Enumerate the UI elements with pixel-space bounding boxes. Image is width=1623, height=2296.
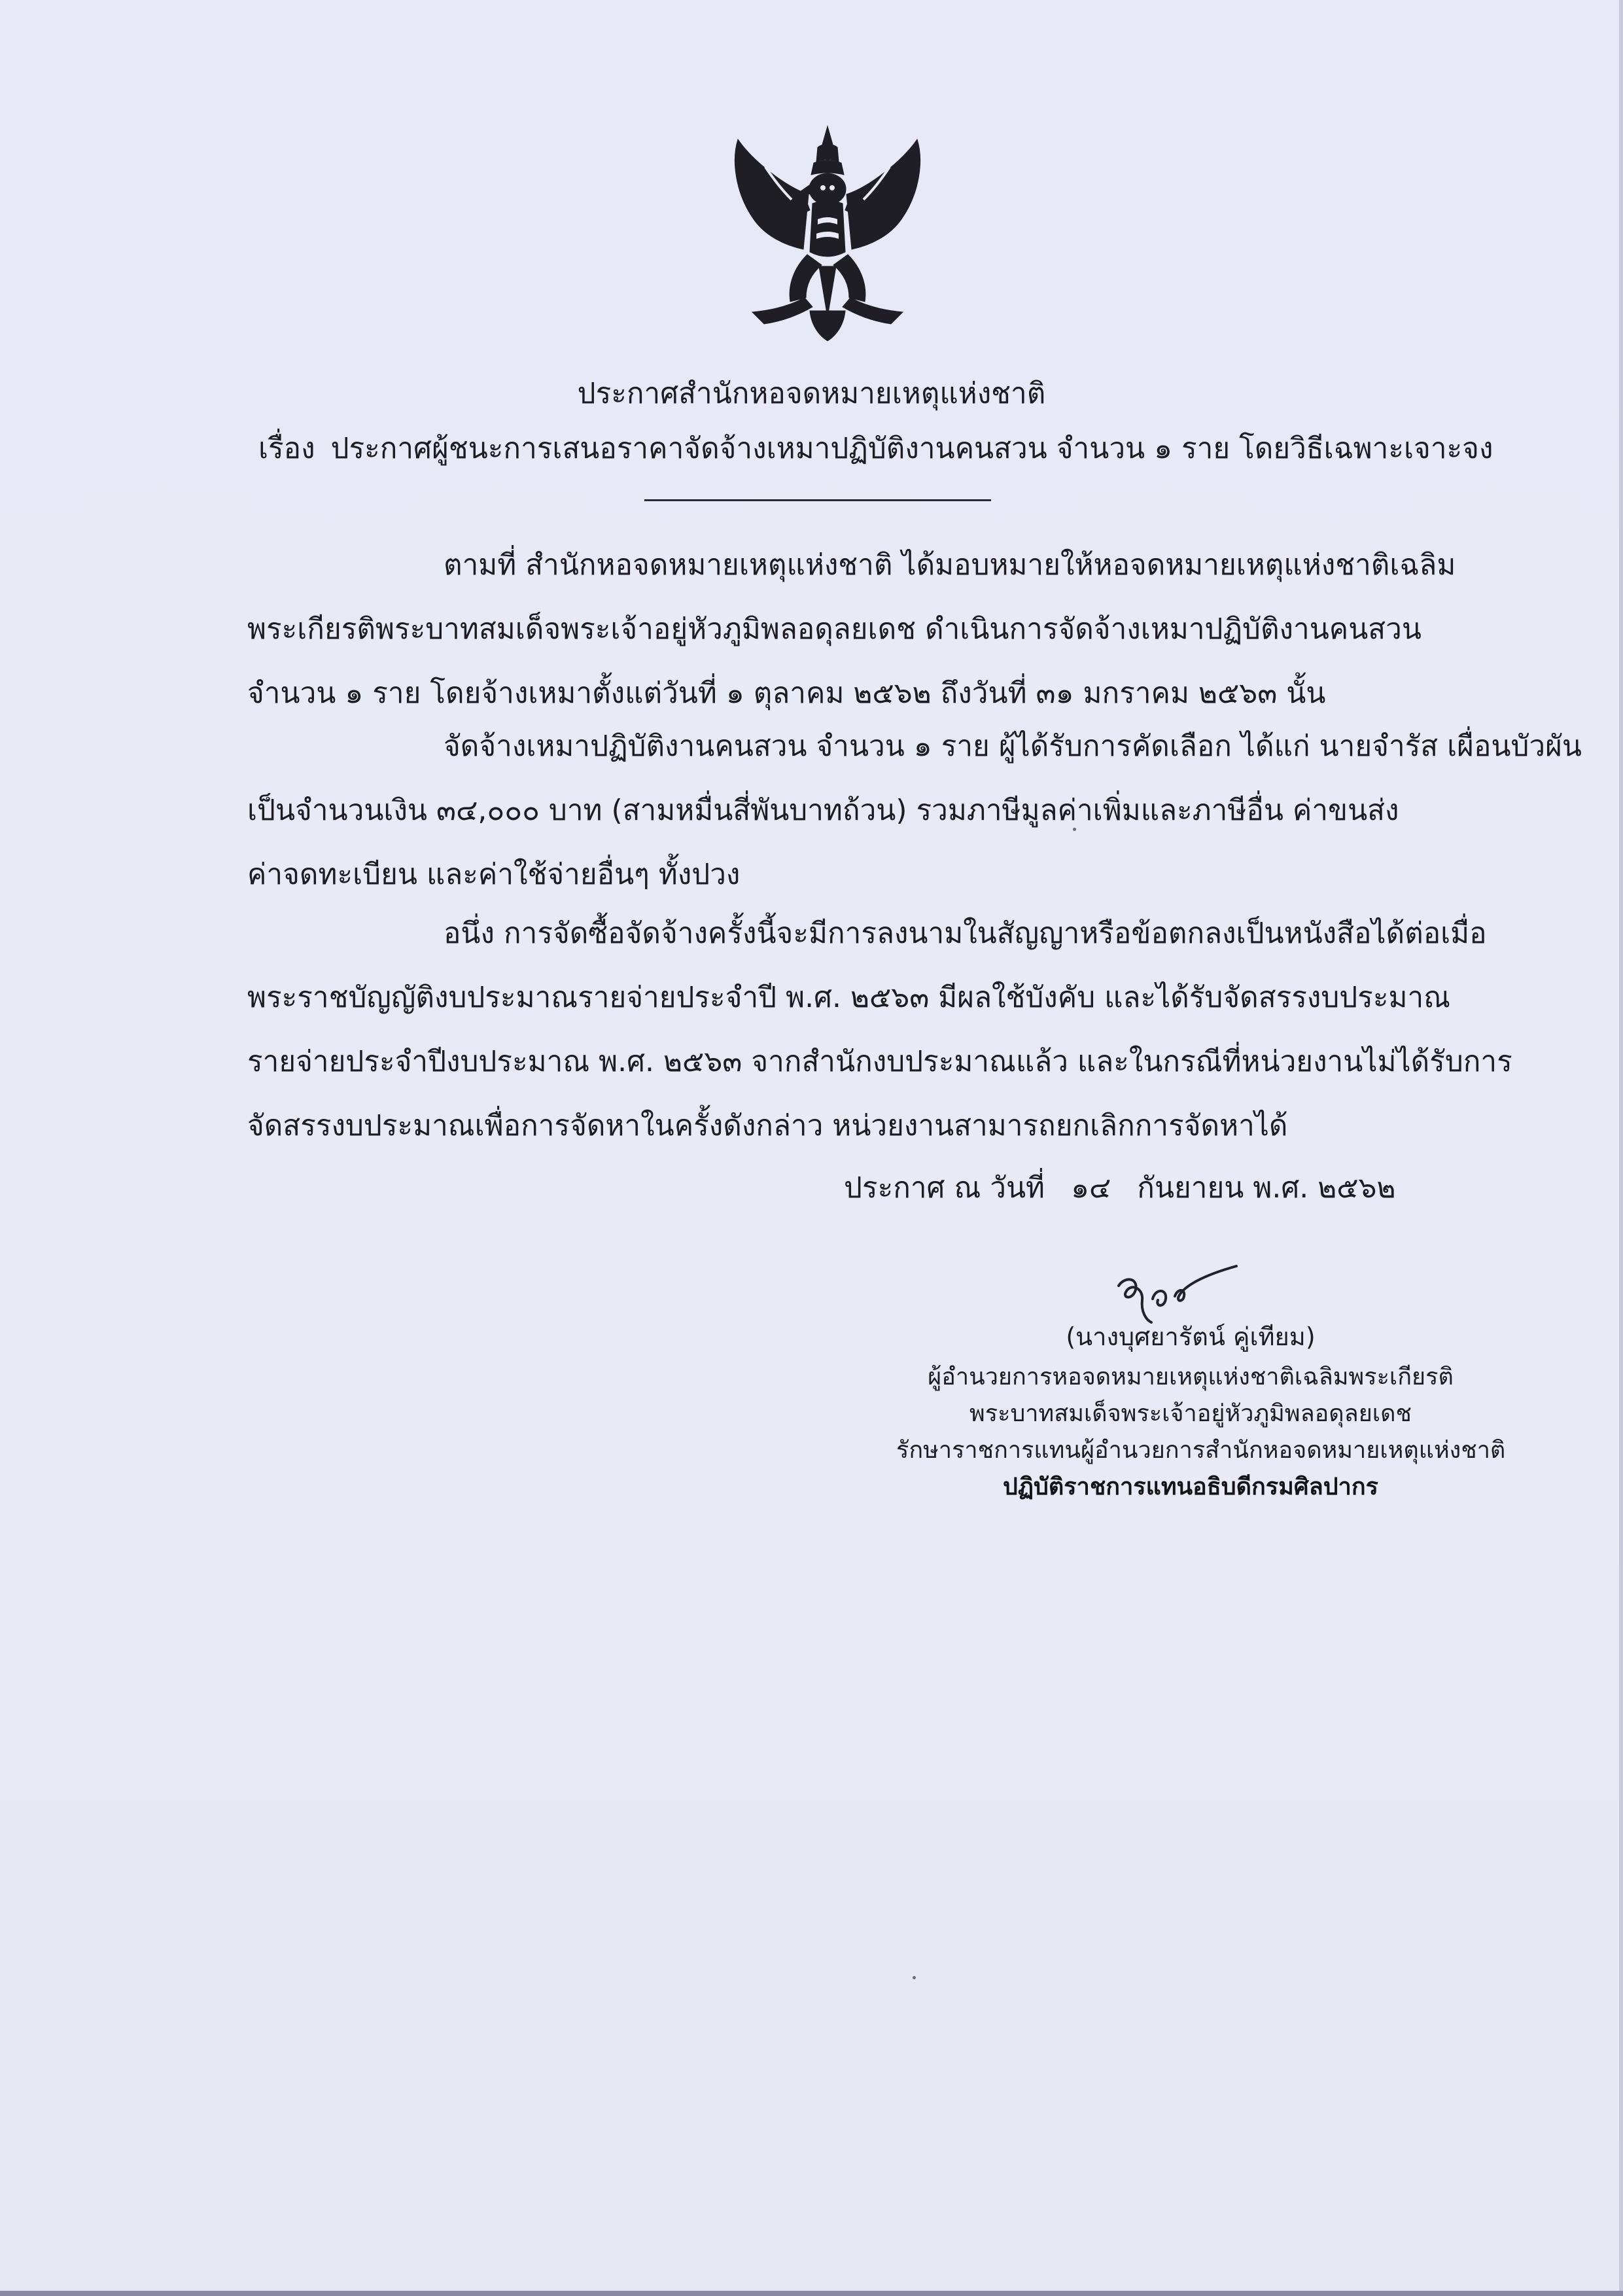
signatory-block [896, 1318, 1506, 1506]
paragraph-line: จำนวน ๑ ราย โดยจ้างเหมาตั้งแต่วันที่ ๑ ตุลาคม ๒๕๖๒ ถึงวันที่ ๓๑ มกราคม ๒๕๖๓ นั้น [247, 677, 1326, 710]
acting-authority-stamp: ปฏิบัติราชการแทนอธิบดีกรมศิลปากร [1003, 1474, 1378, 1500]
paragraph-line: รายจ่ายประจำปีงบประมาณ พ.ศ. ๒๕๖๓ จากสำนักงบประมาณแล้ว และในกรณีที่หน่วยงานไม่ได้รับการ [247, 1045, 1512, 1078]
signatory-name: (นางบุศยารัตน์ คู่เทียม) [1066, 1322, 1316, 1351]
header-divider [644, 499, 991, 501]
announcement-month-year: กันยายน พ.ศ. ๒๕๖๒ [1137, 1171, 1396, 1205]
scan-edge-right [1619, 0, 1623, 2296]
paragraph-line: จัดสรรงบประมาณเพื่อการจัดหาในครั้งดังกล่าว หน่วยงานสามารถยกเลิกการจัดหาได้ [247, 1109, 1288, 1142]
signatory-position: ผู้อำนวยการหอจดหมายเหตุแห่งชาติเฉลิมพระเกียรติ [928, 1364, 1454, 1390]
subject-text: ประกาศผู้ชนะการเสนอราคาจัดจ้างเหมาปฏิบัติงานคนสวน จำนวน ๑ ราย โดยวิธีเฉพาะเจาะจง [330, 432, 1493, 465]
scan-edge-bottom [0, 2291, 1623, 2296]
body-paragraph-3 [247, 902, 1512, 1158]
subject-label: เรื่อง [258, 432, 315, 465]
paragraph-line: ตามที่ สำนักหอจดหมายเหตุแห่งชาติ ได้มอบหมายให้หอจดหมายเหตุแห่งชาติเฉลิม [444, 548, 1456, 582]
body-paragraph-1 [247, 533, 1490, 726]
paragraph-line: พระราชบัญญัติงบประมาณรายจ่ายประจำปี พ.ศ. ๒๕๖๓ มีผลใช้บังคับ และได้รับจัดสรรงบประมาณ [247, 981, 1450, 1014]
paragraph-line: อนึ่ง การจัดซื้อจัดจ้างครั้งนี้จะมีการลงนามในสัญญาหรือข้อตกลงเป็นหนังสือได้ต่อเมื่อ [444, 917, 1487, 950]
paragraph-line: จัดจ้างเหมาปฏิบัติงานคนสวน จำนวน ๑ ราย ผู้ได้รับการคัดเลือก ได้แก่ นายจำรัส เผื่อนบัวผัน [444, 730, 1582, 763]
body-paragraph-2 [247, 715, 1582, 907]
garuda-emblem-icon [726, 121, 929, 344]
announcement-date [844, 1169, 1395, 1208]
announcement-prefix: ประกาศ ณ วันที่ [844, 1171, 1045, 1205]
announcement-day: ๑๔ [1071, 1171, 1111, 1205]
paragraph-line: พระเกียรติพระบาทสมเด็จพระเจ้าอยู่หัวภูมิพลอดุลยเดช ดำเนินการจัดจ้างเหมาปฏิบัติงานคนสวน [247, 612, 1422, 646]
scan-speck [913, 1976, 916, 1979]
subject-line [258, 429, 1493, 468]
paragraph-line: ค่าจดทะเบียน และค่าใช้จ่ายอื่นๆ ทั้งปวง [247, 858, 741, 891]
signatory-position: รักษาราชการแทนผู้อำนวยการสำนักหอจดหมายเหตุแห่งชาติ [896, 1437, 1506, 1464]
document-title: ประกาศสำนักหอจดหมายเหตุแห่งชาติ [577, 377, 1046, 410]
signatory-position: พระบาทสมเด็จพระเจ้าอยู่หัวภูมิพลอดุลยเดช [969, 1400, 1412, 1427]
scan-speck [1073, 828, 1076, 831]
paragraph-line: เป็นจำนวนเงิน ๓๔,๐๐๐ บาท (สามหมื่นสี่พันบาทถ้วน) รวมภาษีมูลค่าเพิ่มและภาษีอื่น ค่าขนส่ง [247, 794, 1399, 827]
